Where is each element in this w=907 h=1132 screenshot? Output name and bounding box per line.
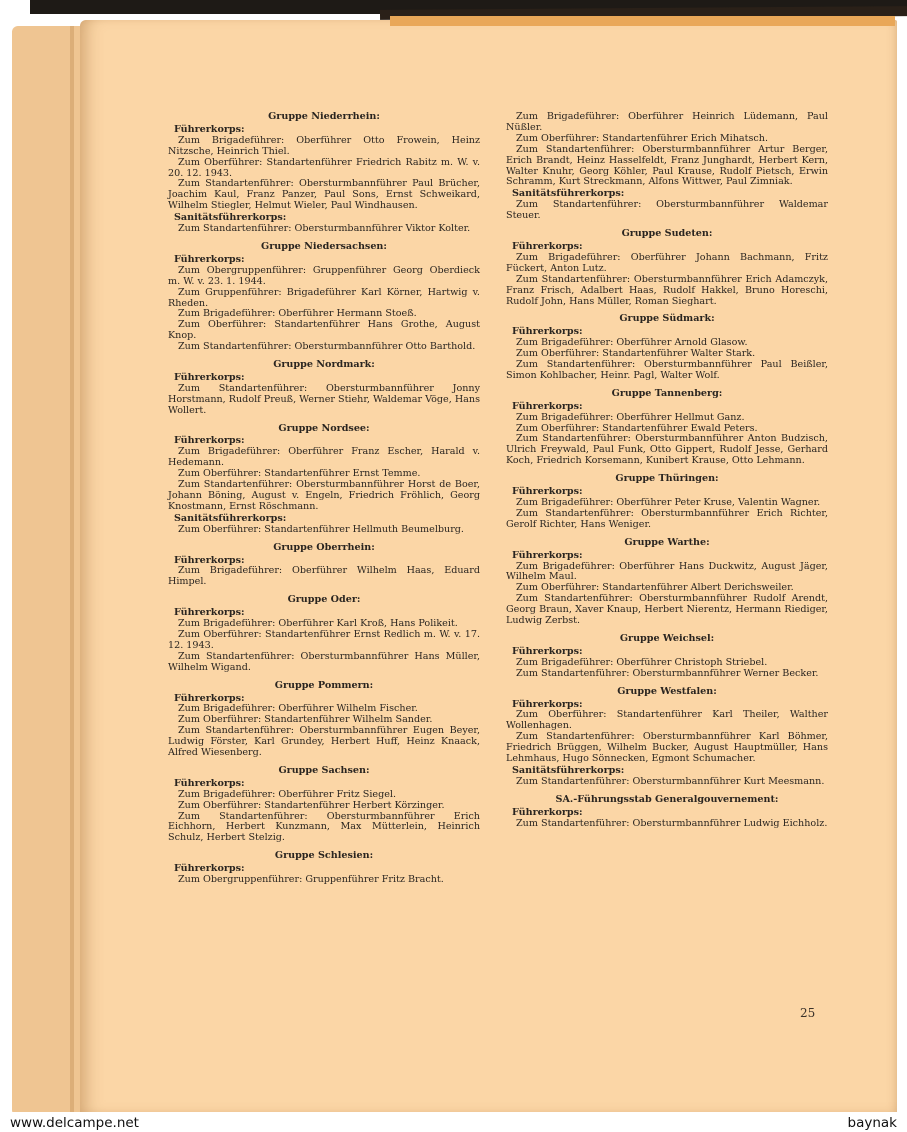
promotion-entry: Zum Oberführer: Standartenführer Albert Derichsweiler. xyxy=(516,582,794,594)
promotion-entry: Zum Brigadeführer: Oberführer Heinrich Lüdemann, Paul Nüßler. xyxy=(506,111,828,133)
promotion-entry: Zum Brigadeführer: Oberführer Christoph Striebel. xyxy=(516,656,768,668)
promotion-entry: Zum Standartenführer: Obersturmbannführer Jonny Horstmann, Rudolf Preuß, Werner Stiehr, Waldemar Vöge, Hans Wollert. xyxy=(168,382,481,416)
group-heading: Gruppe Niederrhein: xyxy=(268,111,380,122)
group-heading: Gruppe Sudeten: xyxy=(621,228,713,240)
corps-heading: Führerkorps: xyxy=(174,554,245,566)
corps-heading: Sanitätsführerkorps: xyxy=(174,512,287,524)
group-section xyxy=(168,595,480,673)
promotion-entry: Zum Gruppenführer: Brigadeführer Karl Körner, Hartwig v. Rheden. xyxy=(168,286,480,309)
promotion-entry: Zum Brigadeführer: Oberführer Hermann Stoeß. xyxy=(178,308,417,320)
group-section xyxy=(506,474,828,531)
group-heading: Gruppe Sachsen: xyxy=(278,764,370,776)
watermark-site: www.delcampe.net xyxy=(10,1115,139,1131)
group-heading: Gruppe Thüringen: xyxy=(615,473,719,485)
group-heading: Gruppe Weichsel: xyxy=(619,632,715,644)
promotion-entry: Zum Oberführer: Standartenführer Ewald Peters. xyxy=(516,422,758,434)
corps-heading: Führerkorps: xyxy=(174,371,245,383)
promotion-entry: Zum Standartenführer: Obersturmbannführer Eugen Beyer, Ludwig Förster, Karl Grundey, Herbert Huff, Heinz Knaack, Alfred Wiesenberg. xyxy=(168,725,480,759)
corps-heading: Sanitätsführerkorps: xyxy=(174,212,287,224)
promotion-entry: Zum Standartenführer: Obersturmbannführer Erich Richter, Gerolf Richter, Hans Weniger. xyxy=(506,507,828,530)
promotion-entry: Zum Brigadeführer: Oberführer Fritz Siegel. xyxy=(178,788,397,800)
corps-heading: Führerkorps: xyxy=(174,777,245,789)
corps-heading: Führerkorps: xyxy=(512,698,583,710)
promotion-entry: Zum Oberführer: Standartenführer Walter Stark. xyxy=(516,348,756,360)
group-heading: Gruppe Pommern: xyxy=(274,679,374,691)
group-section xyxy=(506,687,828,788)
group-heading: Gruppe Niedersachsen: xyxy=(261,240,387,252)
promotion-entry: Zum Standartenführer: Obersturmbannführer Otto Barthold. xyxy=(178,341,476,353)
gutter-fold xyxy=(70,26,74,1116)
group-heading: Gruppe Südmark: xyxy=(619,313,715,325)
promotion-entry: Zum Brigadeführer: Oberführer Hans Duckwitz, August Jäger, Wilhelm Maul. xyxy=(506,560,828,583)
corps-heading: Führerkorps: xyxy=(174,863,245,875)
promotion-entry: Zum Brigadeführer: Oberführer Arnold Glasow. xyxy=(516,337,748,349)
corps-heading: Führerkorps: xyxy=(512,486,583,498)
corps-heading: Führerkorps: xyxy=(512,400,583,412)
group-section xyxy=(168,681,480,759)
promotion-entry: Zum Standartenführer: Obersturmbannführer Kurt Meesmann. xyxy=(516,775,825,787)
promotion-entry: Zum Standartenführer: Obersturmbannführer Anton Budzisch, Ulrich Freywald, Paul Funk, Otto Gippert, Rudolf Jesse, Gerhard Koch, Friedrich Korsemann, Kunibert Krause, Otto Lehmann. xyxy=(506,433,828,467)
promotion-entry: Zum Obergruppenführer: Gruppenführer Georg Oberdieck m. W. v. 23. 1. 1944. xyxy=(168,264,480,287)
promotion-entry: Zum Oberführer: Standartenführer Erich Mihatsch. xyxy=(516,132,769,144)
group-section xyxy=(168,851,480,886)
group-heading: Gruppe Oder: xyxy=(287,594,361,606)
promotion-entry: Zum Brigadeführer: Oberführer Johann Bachmann, Fritz Fückert, Anton Lutz. xyxy=(506,251,828,274)
promotion-entry: Zum Standartenführer: Obersturmbannführer Hans Müller, Wilhelm Wigand. xyxy=(168,650,480,673)
promotion-entry: Zum Standartenführer: Obersturmbannführer Viktor Kolter. xyxy=(178,223,471,235)
promotion-entry: Zum Oberführer: Standartenführer Hans Grothe, August Knop. xyxy=(168,319,480,342)
group-section xyxy=(168,112,480,235)
group-heading: Gruppe Oberrhein: xyxy=(273,541,375,553)
group-heading: Gruppe Nordmark: xyxy=(273,359,375,371)
promotion-entry: Zum Brigadeführer: Oberführer Otto Frowein, Heinz Nitzsche, Heinrich Thiel. xyxy=(168,134,480,157)
group-heading: Gruppe Nordsee: xyxy=(278,422,370,434)
corps-heading: Sanitätsführerkorps: xyxy=(512,764,625,776)
corps-heading: Führerkorps: xyxy=(512,549,583,561)
left-text-column xyxy=(168,112,480,893)
promotion-entry: Zum Brigadeführer: Oberführer Wilhelm Fischer. xyxy=(178,703,418,715)
page-number: 25 xyxy=(800,1006,816,1020)
promotion-entry: Zum Standartenführer: Obersturmbannführer Karl Böhmer, Friedrich Brüggen, Wilhelm Bucker, August Hauptmüller, Hans Lehmhaus, Hugo Sönnecken, Egmont Schumacher. xyxy=(506,731,828,765)
group-section xyxy=(506,538,828,627)
corps-heading: Führerkorps: xyxy=(512,240,583,252)
promotion-entry: Zum Standartenführer: Obersturmbannführer Artur Berger, Erich Brandt, Heinz Hasselfeldt, Franz Junghardt, Herbert Kern, Walter Knuhr, Georg Köhler, Paul Krause, Rudolf Pietsch, Erwin Schramm, Kurt Streckmann, Alfons Wittwer, Paul Zimniak. xyxy=(506,143,828,188)
group-section xyxy=(168,543,480,589)
corps-heading: Führerkorps: xyxy=(174,123,245,135)
group-heading: Gruppe Schlesien: xyxy=(274,850,374,862)
group-section xyxy=(506,634,828,680)
corps-heading: Sanitätsführerkorps: xyxy=(512,188,625,200)
promotion-entry: Zum Brigadeführer: Oberführer Karl Kroß, Hans Polikeit. xyxy=(178,618,458,630)
group-heading: Gruppe Westfalen: xyxy=(617,685,717,697)
promotion-entry: Zum Standartenführer: Obersturmbannführer Ludwig Eichholz. xyxy=(516,817,828,829)
promotion-entry: Zum Oberführer: Standartenführer Friedrich Rabitz m. W. v. 20. 12. 1943. xyxy=(168,156,480,179)
promotion-entry: Zum Standartenführer: Obersturmbannführer Rudolf Arendt, Georg Braun, Xaver Knaup, Herbert Nierentz, Hermann Riediger, Ludwig Zerbst. xyxy=(506,593,828,627)
group-section xyxy=(506,314,828,381)
promotion-entry: Zum Standartenführer: Obersturmbannführer Werner Becker. xyxy=(516,667,819,679)
promotion-entry: Zum Obergruppenführer: Gruppenführer Fritz Bracht. xyxy=(178,874,444,886)
promotion-entry: Zum Standartenführer: Obersturmbannführer Erich Eichhorn, Herbert Kunzmann, Max Mütterlein, Heinrich Schulz, Herbert Stelzig. xyxy=(168,810,480,844)
promotion-entry: Zum Standartenführer: Obersturmbannführer Erich Adamczyk, Franz Frisch, Adalbert Haas, Rudolf Hakkel, Bruno Horeschi, Rudolf John, Hans Müller, Roman Sieghart. xyxy=(506,273,828,307)
promotion-entry: Zum Brigadeführer: Oberführer Peter Kruse, Valentin Wagner. xyxy=(516,497,821,508)
group-section xyxy=(506,389,828,467)
promotion-entry: Zum Oberführer: Standartenführer Karl Theiler, Walther Wollenhagen. xyxy=(506,709,828,732)
promotion-entry: Zum Standartenführer: Obersturmbannführer Horst de Boer, Johann Böning, August v. Engeln, Friedrich Fröhlich, Georg Knostmann, Ernst Röschmann. xyxy=(168,479,480,512)
watermark-seller: baynak xyxy=(847,1115,897,1131)
group-section xyxy=(168,424,480,536)
corps-heading: Führerkorps: xyxy=(174,607,245,619)
group-section xyxy=(168,360,480,417)
corps-heading: Führerkorps: xyxy=(174,692,245,704)
promotion-entry: Zum Brigadeführer: Oberführer Wilhelm Haas, Eduard Himpel. xyxy=(168,565,480,588)
left-page-sheet xyxy=(12,26,86,1116)
group-heading: Gruppe Warthe: xyxy=(624,536,710,548)
promotion-entry: Zum Oberführer: Standartenführer Wilhelm Sander. xyxy=(178,714,433,726)
group-section xyxy=(168,242,480,353)
corps-heading: Führerkorps: xyxy=(174,435,245,447)
group-section xyxy=(168,766,480,844)
corps-heading: Führerkorps: xyxy=(174,253,245,265)
right-text-column xyxy=(506,112,828,836)
promotion-entry: Zum Standartenführer: Obersturmbannführer Paul Brücher, Joachim Kaul, Franz Panzer, Paul Sons, Ernst Schweikard, Wilhelm Stiegler, Helmut Wieler, Paul Windhausen. xyxy=(168,178,480,212)
corps-heading: Führerkorps: xyxy=(512,806,583,818)
promotion-entry: Zum Oberführer: Standartenführer Ernst Temme. xyxy=(178,468,421,480)
promotion-entry: Zum Oberführer: Standartenführer Hellmuth Beumelburg. xyxy=(178,523,464,535)
group-heading: Gruppe Tannenberg: xyxy=(611,387,723,399)
group-section xyxy=(506,112,828,222)
promotion-entry: Zum Brigadeführer: Oberführer Hellmut Ganz. xyxy=(516,411,745,423)
promotion-entry: Zum Brigadeführer: Oberführer Franz Escher, Harald v. Hedemann. xyxy=(168,446,480,469)
corps-heading: Führerkorps: xyxy=(512,326,583,338)
promotion-entry: Zum Standartenführer: Obersturmbannführer Waldemar Steuer. xyxy=(506,199,828,222)
promotion-entry: Zum Standartenführer: Obersturmbannführer Paul Beißler, Simon Kohlbacher, Heinr. Pagl, Walter Wolf. xyxy=(506,359,828,381)
group-section xyxy=(506,229,828,307)
promotion-entry: Zum Oberführer: Standartenführer Herbert Körzinger. xyxy=(178,799,445,811)
promotion-entry: Zum Oberführer: Standartenführer Ernst Redlich m. W. v. 17. 12. 1943. xyxy=(168,628,480,651)
corps-heading: Führerkorps: xyxy=(512,645,583,657)
group-heading: SA.-Führungsstab Generalgouvernement: xyxy=(555,793,779,805)
group-section xyxy=(506,795,828,830)
page-top-edge xyxy=(390,16,895,26)
